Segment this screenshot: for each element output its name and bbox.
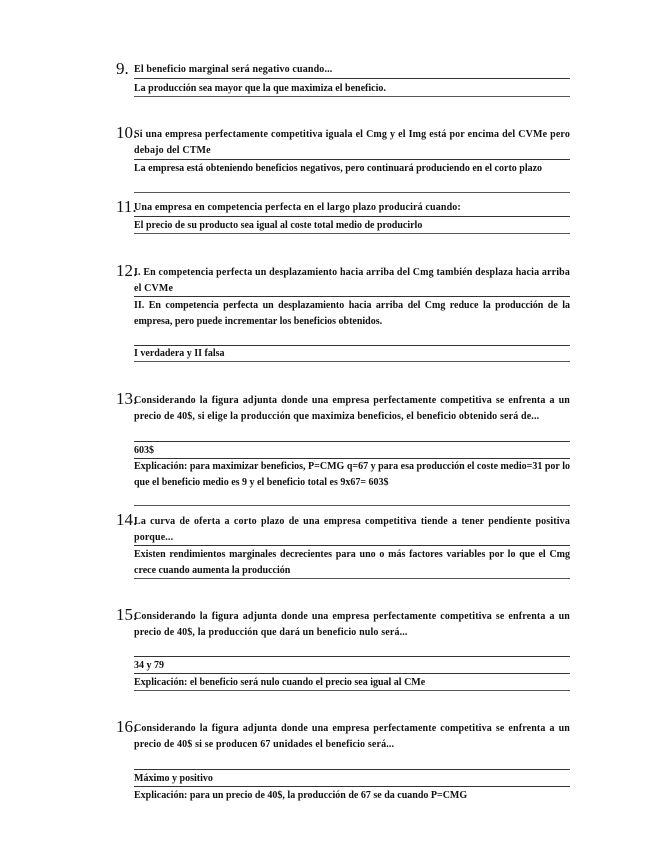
question-text: Considerando la figura adjunta donde una empresa perfectamente competitiva se enfrenta a un precio de 40$ si se producen 67 unidades el beneficio será... — [134, 723, 570, 750]
answer-line — [134, 441, 570, 442]
answer-line — [134, 159, 570, 160]
answer-line — [134, 361, 570, 362]
question-number: 16. — [116, 717, 138, 736]
answer-line — [134, 656, 570, 657]
question-text: Considerando la figura adjunta donde una empresa perfectamente competitiva se enfrenta a un precio de 40$, la producción que dará un beneficio nulo será... — [134, 611, 570, 638]
question-number: 13. — [116, 389, 138, 408]
explanation-text: Explicación: para un precio de 40$, la producción de 67 se da cuando P=CMG — [134, 790, 468, 801]
answer-line — [134, 296, 570, 297]
question-text: El beneficio marginal será negativo cuando... — [134, 64, 333, 75]
answer-text: Existen rendimientos marginales decrecientes para uno o más factores variables por lo que el Cmg crece cuando aumenta la producción — [134, 549, 570, 576]
answer-line — [134, 786, 570, 787]
answer-text: I verdadera y II falsa — [134, 348, 225, 359]
answer-line — [134, 78, 570, 79]
answer-text: 34 y 79 — [134, 660, 164, 671]
question-number: 12. — [116, 261, 138, 280]
answer-text: La producción sea mayor que la que maximiza el beneficio. — [134, 83, 386, 94]
question-number: 14. — [116, 510, 138, 529]
answer-text: El precio de su producto sea igual al coste total medio de producirlo — [134, 220, 423, 231]
answer-text: Máximo y positivo — [134, 773, 213, 784]
answer-line — [134, 545, 570, 546]
question-text: Considerando la figura adjunta donde una empresa perfectamente competitiva se enfrenta a un precio de 40$, si elige la producción que maximiza beneficios, el beneficio obtenido será de... — [134, 395, 570, 422]
explanation-text: Explicación: para maximizar beneficios, P=CMG q=67 y para esa producción el coste medio=31 por lo que el beneficio medio es 9 y el beneficio total es 9x67= 603$ — [134, 461, 570, 488]
answer-text: 603$ — [134, 445, 154, 456]
answer-line — [134, 578, 570, 579]
answer-line — [134, 505, 570, 506]
question-text: Si una empresa perfectamente competitiva iguala el Cmg y el Img está por encima del CVMe pero debajo del CTMe — [134, 129, 570, 156]
answer-line — [134, 216, 570, 217]
answer-line — [134, 769, 570, 770]
answer-text: La empresa está obteniendo beneficios negativos, pero continuará produciendo en el corto plazo — [134, 163, 543, 174]
question-text: Una empresa en competencia perfecta en el largo plazo producirá cuando: — [134, 202, 461, 213]
statement-ii: II. En competencia perfecta un desplazamiento hacia arriba del Cmg reduce la producción de la empresa, pero puede incrementar los beneficios obtenidos. — [134, 300, 570, 327]
answer-line — [134, 96, 570, 97]
answer-line — [134, 192, 570, 193]
answer-line — [134, 690, 570, 691]
question-number: 15. — [116, 605, 138, 624]
question-text: La curva de oferta a corto plazo de una empresa competitiva tiende a tener pendiente positiva porque... — [134, 516, 570, 543]
question-text: I. En competencia perfecta un desplazamiento hacia arriba del Cmg también desplaza hacia arriba el CVMe — [134, 267, 570, 294]
question-number: 9. — [116, 59, 129, 78]
answer-line — [134, 233, 570, 234]
answer-line — [134, 673, 570, 674]
explanation-text: Explicación: el beneficio será nulo cuando el precio sea igual al CMe — [134, 677, 426, 688]
question-number: 11. — [116, 197, 137, 216]
question-number: 10. — [116, 123, 138, 142]
